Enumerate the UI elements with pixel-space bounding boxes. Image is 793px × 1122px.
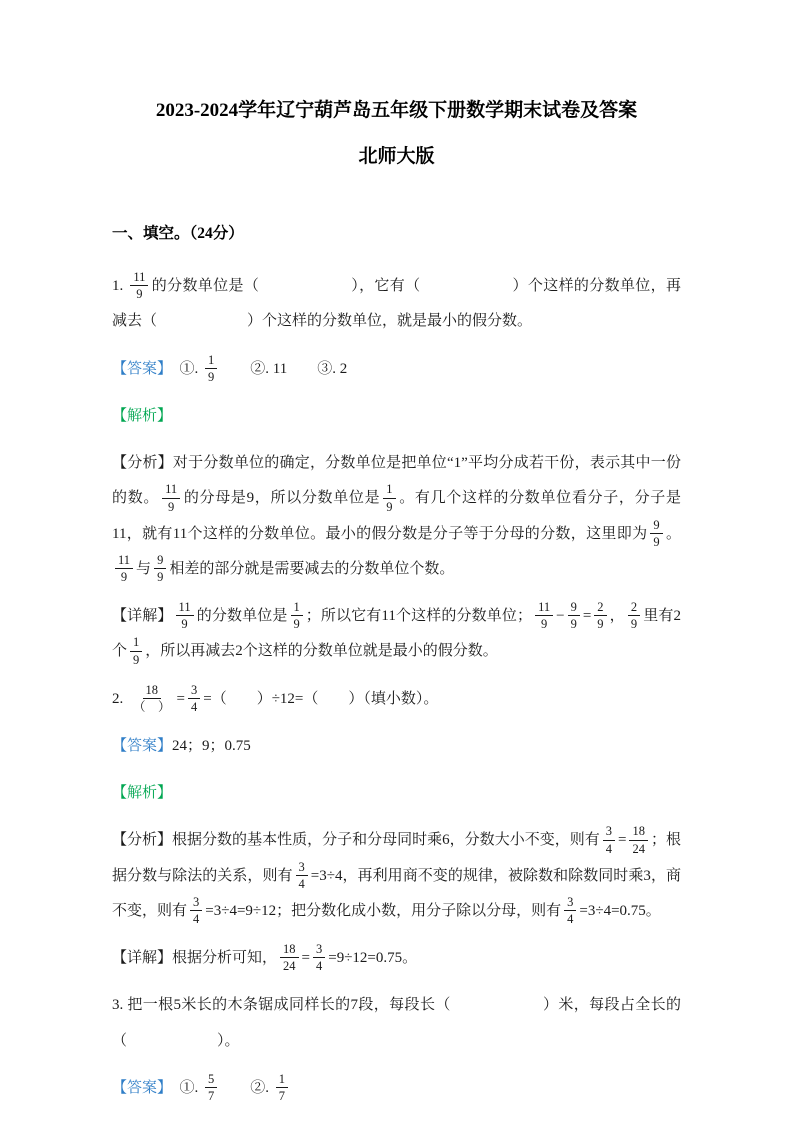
fraction-numerator: 2 [594,599,606,616]
fraction [291,599,303,633]
fraction-numerator: 1 [276,1071,288,1088]
fraction-numerator: 9 [568,599,580,616]
fraction [115,552,133,586]
fraction [205,1071,217,1105]
fraction [535,599,553,633]
text-run: ①. [164,1079,203,1096]
detail-2 [112,941,681,976]
text-run: 【详解】 [112,608,173,625]
fraction [130,634,142,668]
fraction [313,941,325,975]
fraction-numerator: 9 [154,552,166,569]
text-run: 相差的部分就是需要减去的分数单位个数。 [169,560,455,577]
fraction [205,352,217,386]
text-run: = [301,950,310,967]
text-run: 。有几个这样的分数单位看分子，分子是11，就有11个这样的分数单位。最小的假分数是分子等于分母的分数，这里即为 [112,490,681,542]
fraction-denominator: 4 [315,959,323,974]
fraction [190,894,202,928]
analysis-1 [112,446,681,587]
fraction-numerator: 3 [313,941,325,958]
fraction-numerator: 11 [115,552,133,569]
text-run: ②. 11 ③. 2 [220,360,348,377]
fraction-denominator: 4 [190,699,198,714]
fraction-numerator: 18 [280,941,299,958]
fraction-numerator: 3 [564,894,576,911]
text-run: =3÷4=9÷12；把分数化成小数，用分子除以分母，则有 [205,902,562,919]
fraction-numerator: 9 [650,517,662,534]
fraction [280,941,299,975]
fraction-denominator: 9 [136,287,143,302]
text-run: 的分数单位是 [196,608,288,625]
fraction [154,552,166,586]
fraction [188,682,200,716]
fraction [383,481,395,515]
fraction-numerator: 1 [205,352,217,369]
fraction-denominator: 4 [193,912,200,926]
section-heading-fill-blanks: 一、填空。（24分） [112,225,244,243]
text-run: =3÷4=0.75。 [579,902,661,919]
fraction-numerator: 3 [188,682,200,699]
fraction-denominator: 9 [157,570,164,584]
answer-3 [112,1071,681,1106]
text-run: ②. [220,1079,273,1096]
text-run: ；根据分数与除法的关系，则有 [112,832,681,884]
text-run: ，所以再减去2个这样的分数单位就是最小的假分数。 [145,643,498,660]
fraction-denominator: 4 [605,841,612,856]
text-run: =（ ）÷12=（ ）（填小数）。 [203,690,439,707]
fraction-numerator: 18 [143,682,162,699]
fraction [296,859,308,893]
fraction [650,517,662,551]
fraction-denominator: 4 [567,912,574,926]
text-run: ；所以它有11个这样的分数单位； [305,608,533,625]
answer-label: 【答案】 [112,1079,165,1096]
text-run: 的分母是9，所以分数单位是 [183,490,381,507]
text-run: 【分析】根据分数的基本性质，分子和分母同时乘6，分数大小不变，则有 [112,832,600,849]
fraction-denominator: 9 [386,499,393,514]
fraction-denominator: 9 [293,617,300,632]
text-run: − [556,608,565,625]
fraction-numerator: 11 [130,269,148,286]
text-run: 里有2个 [112,608,681,660]
fraction-numerator: 11 [176,599,194,616]
fraction [629,823,648,857]
document-title-line2: 北师大版 [358,145,435,167]
text-run: 1. [112,278,128,295]
fraction-numerator: 18 [629,823,648,840]
fraction [176,599,194,633]
fraction-denominator: 9 [630,617,638,632]
fraction-numerator: 1 [291,599,303,616]
fraction [568,599,580,633]
text-run: 【详解】根据分析可知， [112,950,278,967]
fraction [603,823,615,857]
fraction-denominator: （ ） [133,699,171,714]
analysis-label: 【解析】 [112,407,173,424]
fraction-denominator: 24 [283,959,296,974]
fraction-denominator: 9 [653,534,660,549]
answer-label: 【答案】 [112,737,173,754]
fraction-numerator: 3 [296,859,308,876]
fraction [162,481,180,515]
fraction-denominator: 9 [570,617,577,632]
fraction [130,682,174,716]
answer-1 [112,352,681,387]
text-run: 【分析】对于分数单位的确定，分数单位是把单位“1”平均分成若干份，表示其中一份的数。 [112,455,681,507]
fraction-numerator: 5 [205,1071,217,1088]
text-run: = [176,690,185,707]
fraction-denominator: 9 [167,499,175,514]
answer-label: 【答案】 [112,360,165,377]
text-run: 2. [112,690,127,707]
fraction-numerator: 11 [535,599,553,616]
text-run: 24；9；0.75 [172,737,251,754]
text-run: =3÷4，再利用商不变的规律，被除数和除数同时乘3，商不变，则有 [112,867,681,919]
analysis-label-1 [112,399,681,434]
text-run: 3. 把一根5米长的木条锯成同样长的7段，每段长（ ）米，每段占全长的（ ）。 [112,997,681,1049]
fraction-numerator: 2 [628,599,640,616]
question-3 [112,988,681,1059]
question-2 [112,682,681,717]
text-run: = [618,832,627,849]
text-run: 。 [665,525,681,542]
analysis-label: 【解析】 [112,785,173,802]
text-run: = [582,608,592,625]
text-run: 的分数单位是（ ），它有（ ）个这样的分数单位，再减去（ ）个这样的分数单位，就是最小的假分数。 [112,278,682,330]
fraction-denominator: 9 [208,369,215,384]
fraction [594,599,606,633]
fraction-denominator: 24 [632,841,645,856]
text-run: =9÷12=0.75。 [328,950,418,967]
fraction-numerator: 11 [162,481,180,498]
fraction-denominator: 7 [208,1089,215,1103]
text-run: ①. [164,360,203,377]
text-run: 与 [136,560,152,577]
fraction-denominator: 9 [120,570,128,584]
fraction [130,269,148,303]
document-title [112,88,681,179]
fraction-numerator: 3 [603,823,615,840]
analysis-label-2 [112,776,681,811]
fraction-numerator: 1 [383,481,395,498]
document-title-line1: 2023-2024学年辽宁葫芦岛五年级下册数学期末试卷及答案 [155,100,638,121]
fraction [628,599,640,633]
analysis-2 [112,823,681,929]
fraction-numerator: 1 [130,634,142,651]
question-1 [112,269,681,340]
fraction-denominator: 4 [298,876,305,891]
fraction-denominator: 7 [278,1089,286,1103]
detail-1 [112,599,681,670]
fraction [276,1071,288,1105]
document-body [112,269,681,1106]
fraction-denominator: 9 [181,617,188,632]
fraction-denominator: 9 [540,617,548,632]
fraction-denominator: 9 [597,617,604,632]
fraction-numerator: 3 [190,894,202,911]
text-run: ， [609,608,625,625]
fraction-denominator: 9 [133,652,140,667]
fraction [564,894,576,928]
answer-2 [112,729,681,764]
